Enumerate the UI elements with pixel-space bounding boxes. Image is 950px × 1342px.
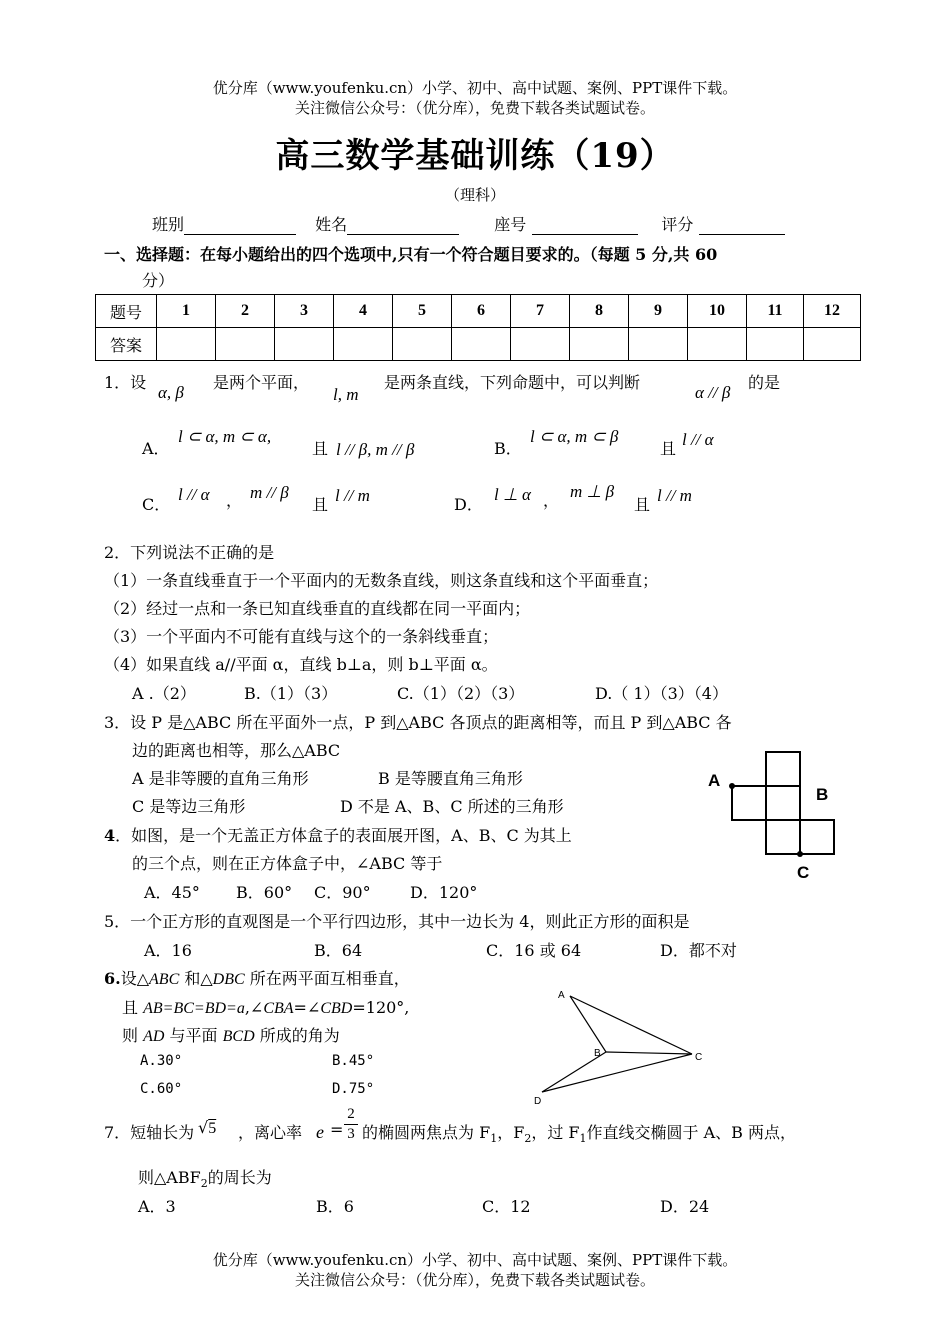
q1-option-c[interactable] — [142, 492, 170, 515]
q7-option-b[interactable]: B．6 — [316, 1197, 354, 1216]
q1-a-math2: l // β, m // β — [336, 440, 415, 459]
q6-l3-bcd: BCD — [222, 1028, 255, 1045]
q6-l3-b: 与平面 — [169, 1026, 218, 1045]
q6-dbc: DBC — [212, 971, 245, 988]
q7-stem-c — [362, 1120, 796, 1145]
table-number: 6 — [452, 295, 511, 328]
q1-d-comma: ， — [543, 491, 560, 510]
q6-option-b[interactable]: B.45° — [332, 1053, 375, 1069]
header-line-1: 优分库（www.youfenku.cn）小学、初中、高中试题、案例、PPT课件下载。 — [212, 79, 738, 97]
q4-line-2: 的三个点，则在正方体盒子中，∠ABC 等于 — [132, 854, 443, 873]
answer-cell[interactable] — [747, 328, 804, 361]
table-number: 7 — [511, 295, 570, 328]
q4-option-b[interactable]: B．60° — [236, 883, 293, 902]
q1-l-m: l, m — [333, 385, 359, 404]
q1-d-label: D． — [454, 495, 483, 514]
answer-cell[interactable] — [157, 328, 216, 361]
q1-c-mid: 且 — [312, 495, 329, 514]
net-square — [766, 820, 800, 854]
q7-line2-b: 的周长为 — [207, 1168, 272, 1187]
q3-line-2: 边的距离也相等，那么△ABC — [132, 741, 341, 760]
q6-l3-ad: AD — [143, 1028, 165, 1045]
answer-cell[interactable] — [452, 328, 511, 361]
q1-option-d[interactable] — [454, 492, 483, 515]
q6-figure — [528, 984, 718, 1108]
q3-option-c[interactable]: C 是等边三角形 — [132, 797, 246, 816]
q7-fraction — [344, 1106, 358, 1143]
table-number: 8 — [570, 295, 629, 328]
table-number: 10 — [688, 295, 747, 328]
q1-c-math2: m // β — [250, 483, 289, 502]
score-blank[interactable] — [699, 218, 785, 235]
q3-option-d[interactable]: D 不是 A、B、C 所述的三角形 — [340, 797, 564, 816]
q1-c-math1: l // α — [178, 485, 210, 504]
cube-net-figure — [700, 748, 840, 888]
q1-d-math3: l // m — [657, 486, 692, 505]
answer-cell[interactable] — [275, 328, 334, 361]
info-line — [152, 212, 785, 235]
answer-table — [95, 294, 861, 361]
fig-label-d: D — [534, 1096, 542, 1107]
q5-stem: 5．一个正方形的直观图是一个平行四边形，其中一边长为 4，则此正方形的面积是 — [104, 912, 690, 931]
section1-heading: 一、选择题：在每小题给出的四个选项中,只有一个符合题目要求的。（每题 5 分,共 60 — [104, 245, 718, 264]
q7-d: ，F — [497, 1123, 525, 1142]
sqrt-radicand: 5 — [208, 1120, 217, 1137]
q6-l2-cbd: CBD — [320, 1000, 353, 1017]
q6-line-3 — [122, 1023, 340, 1046]
q1-a-mid: 且 — [312, 439, 329, 458]
sub: 2 — [524, 1132, 532, 1146]
q1-d-mid: 且 — [634, 495, 651, 514]
table-number: 2 — [216, 295, 275, 328]
net-square — [800, 820, 834, 854]
q1-alpha-beta: α, β — [158, 383, 184, 402]
q2-option-c[interactable]: C.（1）（2）（3） — [397, 684, 525, 703]
seat-blank[interactable] — [532, 218, 638, 235]
frac-denominator: 3 — [347, 1126, 355, 1142]
q3-option-b[interactable]: B 是等腰直角三角形 — [378, 769, 523, 788]
q6-l2-math: AB=BC=BD=a — [143, 1000, 245, 1017]
q1-c-label: C． — [142, 495, 171, 514]
q6-l1-a: 设△ — [120, 969, 150, 988]
answer-cell[interactable] — [629, 328, 688, 361]
q6-l3-c: 所成的角为 — [259, 1026, 340, 1045]
q1-option-a[interactable] — [142, 436, 170, 459]
q2-stem: 2．下列说法不正确的是 — [104, 543, 275, 562]
q6-abc: ABC — [149, 971, 180, 988]
name-blank[interactable] — [347, 218, 459, 235]
header-line-2: 关注微信公众号：（优分库），免费下载各类试题试卷。 — [294, 99, 655, 117]
page-title: 高三数学基础训练（19） — [275, 136, 675, 176]
q5-option-a[interactable]: A．16 — [144, 941, 192, 960]
q7-line-2 — [138, 1165, 272, 1190]
answer-cell[interactable] — [511, 328, 570, 361]
table-number: 5 — [393, 295, 452, 328]
q2-option-b[interactable]: B.（1）（3） — [244, 684, 338, 703]
point-a-dot — [729, 783, 735, 789]
label-b: B — [816, 785, 829, 804]
q4-line-1-text: ．如图，是一个无盖正方体盒子的表面展开图，A、B、C 为其上 — [115, 826, 572, 845]
fig-label-b: B — [594, 1048, 601, 1059]
q4-number: 4 — [104, 826, 116, 845]
q4-line-1 — [104, 823, 572, 846]
q6-l2-d: =120°, — [352, 998, 410, 1017]
q1-b-math1: l ⊂ α, m ⊂ β — [530, 427, 619, 446]
q7-f: 作直线交椭圆于 A、B 两点， — [586, 1123, 797, 1142]
q7-c: 的椭圆两焦点为 F — [362, 1123, 491, 1142]
q1-a-label: A． — [142, 439, 170, 458]
table-number: 11 — [747, 295, 804, 328]
table-number: 9 — [629, 295, 688, 328]
q6-option-d[interactable]: D.75° — [332, 1081, 375, 1097]
q3-line-1: 3．设 P 是△ABC 所在平面外一点，P 到△ABC 各顶点的距离相等，而且 P 到△ABC 各 — [104, 713, 732, 732]
q7-stem-a: 7．短轴长为 — [104, 1123, 195, 1142]
answer-cell[interactable] — [570, 328, 629, 361]
net-square — [766, 752, 800, 786]
sub: 1 — [579, 1132, 587, 1146]
q1-stem-c: 是两条直线，下列命题中，可以判断 — [384, 373, 641, 392]
q1-parallel: α // β — [695, 383, 731, 402]
table-label-number: 题号 — [96, 295, 157, 328]
section1-heading-cont: 分） — [142, 271, 175, 290]
q1-c-comma: ， — [226, 491, 243, 510]
q1-b-mid: 且 — [660, 439, 677, 458]
q6-l2-b: ,∠ — [244, 998, 264, 1017]
q2-option-d[interactable]: D.（ 1）（3）（4） — [595, 684, 728, 703]
q6-l2-a: 且 — [122, 998, 139, 1017]
q5-option-b[interactable]: B．64 — [314, 941, 363, 960]
q7-e: e — [316, 1122, 324, 1142]
score-label: 评分 — [661, 215, 694, 234]
net-square — [766, 786, 800, 820]
q4-option-d[interactable]: D．120° — [410, 883, 478, 902]
net-square — [766, 820, 800, 854]
footer-line-1: 优分库（www.youfenku.cn）小学、初中、高中试题、案例、PPT课件下载。 — [212, 1251, 738, 1269]
q1-stem-start: 1．设 — [104, 373, 147, 392]
q1-a-math1: l ⊂ α, m ⊂ α, — [178, 427, 272, 446]
answer-cell[interactable] — [216, 328, 275, 361]
answer-table-header-row — [96, 295, 861, 328]
q6-l2-cba: CBA — [263, 1000, 294, 1017]
sqrt-symbol: √5 — [198, 1118, 217, 1137]
label-a: A — [708, 771, 721, 790]
sub: 1 — [490, 1132, 498, 1146]
frac-bar — [344, 1124, 358, 1125]
q1-d-math1: l ⊥ α — [494, 485, 531, 504]
q1-b-math2: l // α — [682, 430, 714, 449]
q1-stem-b: 是两个平面， — [213, 373, 310, 392]
table-number: 12 — [804, 295, 861, 328]
q7-eq: = — [330, 1120, 344, 1139]
q7-line2-a: 则△ABF — [138, 1168, 201, 1187]
q7-option-c[interactable]: C．12 — [482, 1197, 531, 1216]
answer-table-answer-row — [96, 328, 861, 361]
q7-e2: ，过 F — [531, 1123, 580, 1142]
answer-cell[interactable] — [804, 328, 861, 361]
q6-line-2 — [122, 995, 409, 1018]
q6-option-c[interactable]: C.60° — [140, 1081, 183, 1097]
table-number: 1 — [157, 295, 216, 328]
fig-label-a: A — [558, 990, 565, 1001]
q6-l2-c: =∠ — [293, 998, 321, 1017]
point-c-dot — [797, 851, 803, 857]
answer-cell[interactable] — [688, 328, 747, 361]
net-square — [732, 786, 766, 820]
sub: 2 — [200, 1177, 208, 1191]
class-label: 班别 — [152, 215, 185, 234]
fig-label-c: C — [695, 1052, 703, 1063]
q7-option-a[interactable]: A．3 — [138, 1197, 176, 1216]
q2-statement-3: （3）一个平面内不可能有直线与这个的一条斜线垂直； — [104, 627, 499, 646]
table-number: 3 — [275, 295, 334, 328]
q6-option-a[interactable]: A.30° — [140, 1053, 183, 1069]
q2-option-a[interactable]: A .（2） — [132, 684, 196, 703]
q5-option-d[interactable]: D．都不对 — [660, 941, 737, 960]
q2-statement-1: （1）一条直线垂直于一个平面内的无数条直线，则这条直线和这个平面垂直； — [104, 571, 659, 590]
frac-numerator: 2 — [347, 1106, 355, 1122]
q6-l1-b: 和△ — [184, 969, 213, 988]
q6-line-1 — [104, 966, 410, 989]
seat-label: 座号 — [494, 215, 527, 234]
q2-statement-2: （2）经过一点和一条已知直线垂直的直线都在同一平面内； — [104, 599, 531, 618]
table-number: 4 — [334, 295, 393, 328]
q6-l1-c: 所在两平面互相垂直， — [249, 969, 410, 988]
q1-option-b[interactable] — [494, 436, 522, 459]
q5-option-c[interactable]: C．16 或 64 — [486, 941, 582, 960]
q2-statement-4: （4）如果直线 a//平面 α，直线 b⊥a，则 b⊥平面 α。 — [104, 655, 498, 674]
q7-stem-b: ，离心率 — [238, 1123, 303, 1142]
table-label-answer: 答案 — [96, 328, 157, 361]
q1-c-math3: l // m — [335, 486, 370, 505]
page-subtitle: （理科） — [444, 186, 505, 204]
q1-stem-d: 的是 — [748, 373, 781, 392]
q6-l3-a: 则 — [122, 1026, 139, 1045]
q3-option-a[interactable]: A 是非等腰的直角三角形 — [132, 769, 309, 788]
q1-b-label: B． — [494, 439, 522, 458]
class-blank[interactable] — [184, 218, 296, 235]
edge-dc — [542, 1054, 692, 1092]
q1-d-math2: m ⊥ β — [570, 482, 615, 501]
label-c: C — [797, 863, 810, 882]
answer-cell[interactable] — [393, 328, 452, 361]
q6-number: 6. — [104, 969, 121, 988]
name-label: 姓名 — [315, 215, 348, 234]
answer-cell[interactable] — [334, 328, 393, 361]
footer-line-2: 关注微信公众号：（优分库），免费下载各类试题试卷。 — [294, 1271, 655, 1289]
edge-bc — [606, 1052, 692, 1054]
q4-option-a[interactable]: A．45° — [144, 883, 200, 902]
q4-option-c[interactable]: C．90° — [314, 883, 371, 902]
q7-option-d[interactable]: D．24 — [660, 1197, 710, 1216]
